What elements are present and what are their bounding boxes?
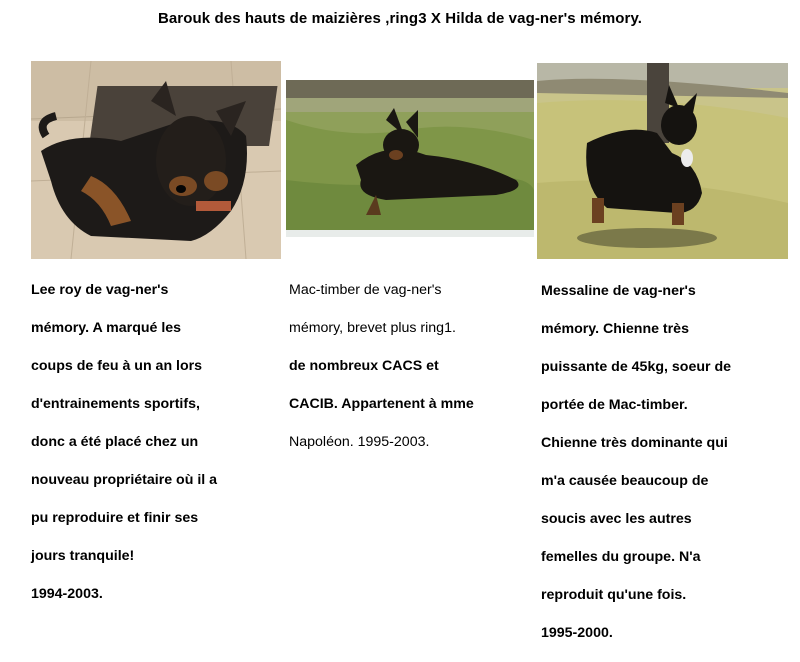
caption-line: coups de feu à un an lors	[31, 358, 203, 374]
mac-timber-caption	[289, 262, 539, 471]
caption-line: m'a causée beaucoup de	[541, 473, 709, 489]
caption-line: Lee roy de vag-ner's	[31, 282, 169, 298]
caption-line: CACIB. Appartenent à mme	[289, 396, 474, 412]
page-title: Barouk des hauts de maizières ,ring3 X Hilda de vag-ner's mémory.	[157, 10, 643, 27]
caption-line: jours tranquile!	[31, 548, 135, 564]
caption-line: Napoléon. 1995-2003.	[289, 434, 430, 450]
caption-line: puissante de 45kg, soeur de	[541, 359, 732, 375]
caption-line: mémory, brevet plus ring1.	[289, 320, 456, 336]
lee-roy-photo	[31, 61, 281, 259]
caption-line: 1995-2000.	[541, 625, 613, 641]
caption-line: pu reproduire et finir ses	[31, 510, 199, 526]
caption-line: Messaline de vag-ner's	[541, 283, 696, 299]
caption-line: de nombreux CACS et	[289, 358, 439, 374]
messaline-photo	[537, 63, 788, 259]
caption-line: nouveau propriétaire où il a	[31, 472, 218, 488]
caption-line: femelles du groupe. N'a	[541, 549, 701, 565]
caption-line: reproduit qu'une fois.	[541, 587, 687, 603]
caption-line: mémory. Chienne très	[541, 321, 689, 337]
messaline-caption	[541, 263, 793, 662]
caption-line: Chienne très dominante qui	[541, 435, 728, 451]
caption-line: donc a été placé chez un	[31, 434, 199, 450]
caption-line: d'entrainements sportifs,	[31, 396, 200, 412]
caption-line: mémory. A marqué les	[31, 320, 182, 336]
caption-line: Mac-timber de vag-ner's	[289, 282, 442, 298]
mac-timber-photo	[286, 80, 534, 237]
caption-line: soucis avec les autres	[541, 511, 692, 527]
caption-line: 1994-2003.	[31, 586, 103, 602]
lee-roy-caption	[31, 262, 283, 623]
caption-line: portée de Mac-timber.	[541, 397, 688, 413]
